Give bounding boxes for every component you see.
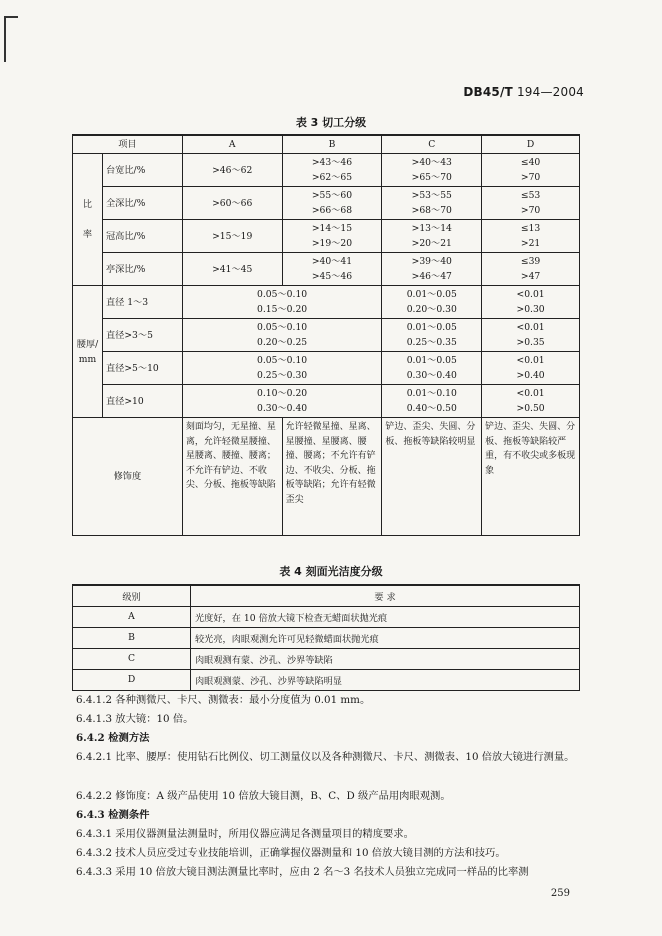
cell-b: >14～15 >19～20 [282,220,382,253]
cell-b: >55～60 >66～68 [282,187,382,220]
cell-c: 0.01～0.05 0.30～0.40 [382,352,482,385]
finish-a: 刻面均匀，无星撞、星离，允许轻微星腰撞、星腰离、腰撞、腰离；不允许有铲边、不收尖、分板、拖板等缺陷 [182,418,282,536]
polish-grade-table [72,584,580,691]
row-item: 直径>5～10 [102,352,182,385]
finish-b: 允许轻微星撞、星离、星腰撞、星腰离、腰撞、腰离；不允许有铲边、不收尖、分板、拖板等缺陷；允许有轻微歪尖 [282,418,382,536]
requirement-cell: 肉眼观测蒙、沙孔、沙界等缺陷明显 [191,669,580,690]
row-item: 直径>10 [102,385,182,418]
table-row [73,286,580,319]
cell-ab: 0.10～0.20 0.30～0.40 [182,385,382,418]
cell-c: >13～14 >20～21 [382,220,482,253]
ratio-group-label: 比 率 [73,154,103,286]
row-item: 亭深比/% [102,253,182,286]
cell-c: >39～40 >46～47 [382,253,482,286]
cell-d: <0.01 >0.40 [482,352,580,385]
paragraph-6-4-2-2: 6.4.2.2 修饰度：A 级产品使用 10 倍放大镜目测，B、C、D 级产品用肉眼观测。 [76,790,451,802]
row-item: 直径>3～5 [102,319,182,352]
paragraph-6-4-2-1: 6.4.2.1 比率、腰厚：使用钻石比例仪、切工测量仪以及各种测微尺、卡尺、测微表、10 倍放大镜进行测量。 [76,751,575,763]
cell-a: >46～62 [182,154,282,187]
requirement-cell: 较光亮，肉眼观测允许可见轻微蜡面状抛光痕 [191,627,580,648]
cell-c: 0.01～0.05 0.20～0.30 [382,286,482,319]
level-cell: D [73,669,191,690]
requirement-cell: 肉眼观测有蒙、沙孔、沙界等缺陷 [191,648,580,669]
table-row [73,418,580,536]
paragraph-6-4-3-3: 6.4.3.3 采用 10 倍放大镜目测法测量比率时，应由 2 名～3 名技术人员独立完成同一样品的比率测 [76,866,529,878]
finish-d: 铲边、歪尖、失圆、分板、拖板等缺陷较严重，有不收尖或多板现象 [482,418,580,536]
cell-d: <0.01 >0.30 [482,286,580,319]
table-header-row [73,585,580,606]
header-a: A [182,135,282,154]
row-item: 直径 1～3 [102,286,182,319]
table-row [73,669,580,690]
cell-a: >41～45 [182,253,282,286]
table-row [73,648,580,669]
cell-a: >15～19 [182,220,282,253]
cell-ab: 0.05～0.10 0.25～0.30 [182,352,382,385]
girdle-group-label: 腰厚/ mm [73,286,103,418]
table-row [73,319,580,352]
header-b: B [282,135,382,154]
table-row [73,154,580,187]
cell-d: ≤40 >70 [482,154,580,187]
table3-caption: 表 3 切工分级 [295,116,367,129]
header-requirement: 要 求 [191,585,580,606]
table-row [73,187,580,220]
table-row [73,253,580,286]
cell-b: >43～46 >62～65 [282,154,382,187]
table-row [73,606,580,627]
table-header-row [73,135,580,154]
table-row [73,627,580,648]
row-item: 全深比/% [102,187,182,220]
requirement-cell: 光度好，在 10 倍放大镜下检查无蜡面状抛光痕 [191,606,580,627]
finish-c: 铲边、歪尖、失圆、分板、拖板等缺陷较明显 [382,418,482,536]
section-heading-6-4-2: 6.4.2 检测方法 [76,732,150,744]
paragraph-6-4-1-3: 6.4.1.3 放大镜：10 倍。 [76,713,194,725]
cell-c: 0.01～0.05 0.25～0.35 [382,319,482,352]
cell-ab: 0.05～0.10 0.20～0.25 [182,319,382,352]
cell-c: 0.01～0.10 0.40～0.50 [382,385,482,418]
table-row [73,385,580,418]
cut-grade-table [72,134,580,536]
cell-d: ≤53 >70 [482,187,580,220]
document-code: DB45/T 194—2004 [463,85,584,99]
paragraph-6-4-1-2: 6.4.1.2 各种测微尺、卡尺、测微表：最小分度值为 0.01 mm。 [76,694,371,706]
crop-mark [4,18,14,62]
cell-d: <0.01 >0.35 [482,319,580,352]
header-c: C [382,135,482,154]
cell-a: >60～66 [182,187,282,220]
table4-caption: 表 4 刻面光洁度分级 [279,565,383,578]
table-row [73,220,580,253]
row-item: 冠高比/% [102,220,182,253]
finish-label: 修饰度 [73,418,183,536]
table-row [73,352,580,385]
cell-c: >53～55 >68～70 [382,187,482,220]
row-item: 台宽比/% [102,154,182,187]
cell-d: ≤13 >21 [482,220,580,253]
page-number: 259 [550,888,570,899]
paragraph-6-4-3-2: 6.4.3.2 技术人员应受过专业技能培训，正确掌握仪器测量和 10 倍放大镜目测的方法和技巧。 [76,847,506,859]
cell-c: >40～43 >65～70 [382,154,482,187]
section-heading-6-4-3: 6.4.3 检测条件 [76,809,150,821]
level-cell: A [73,606,191,627]
cell-b: >40～41 >45～46 [282,253,382,286]
level-cell: B [73,627,191,648]
cell-ab: 0.05～0.10 0.15～0.20 [182,286,382,319]
header-item: 项目 [73,135,183,154]
header-d: D [482,135,580,154]
cell-d: <0.01 >0.50 [482,385,580,418]
level-cell: C [73,648,191,669]
cell-d: ≤39 >47 [482,253,580,286]
paragraph-6-4-3-1: 6.4.3.1 采用仪器测量法测量时，所用仪器应满足各测量项目的精度要求。 [76,828,414,840]
header-level: 级别 [73,585,191,606]
